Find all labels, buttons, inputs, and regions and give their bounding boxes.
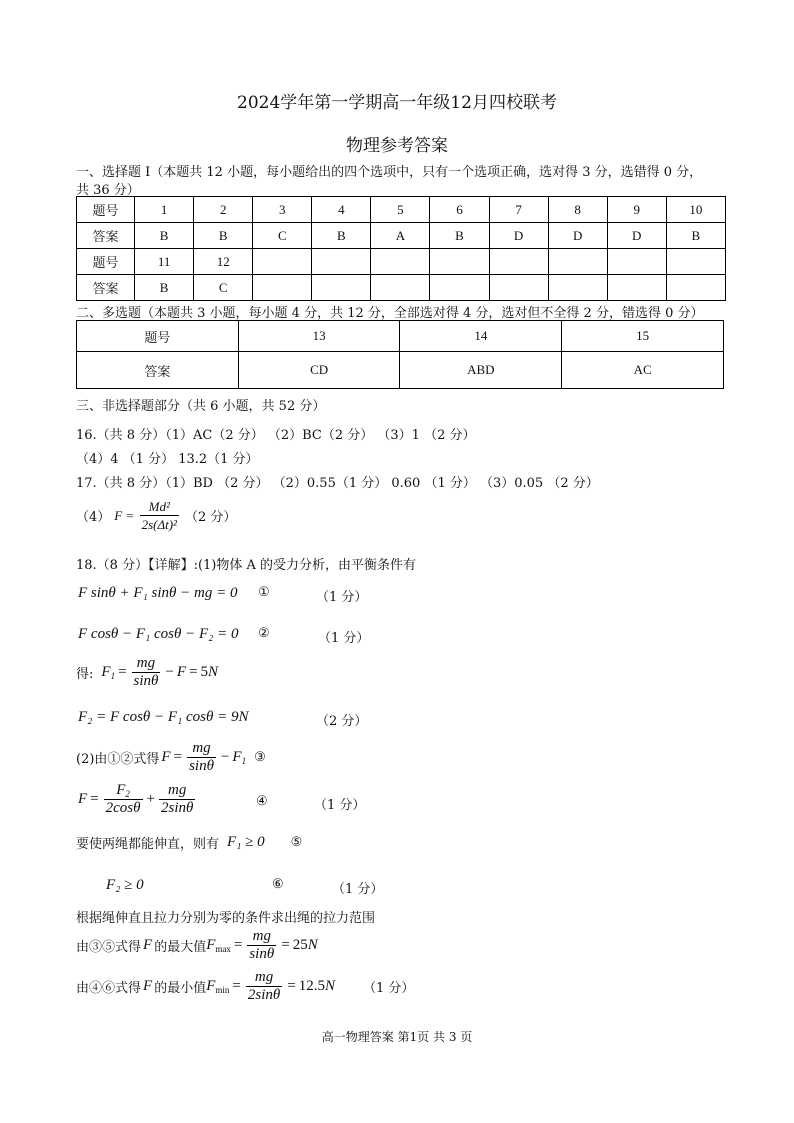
answer-cell: B: [135, 275, 194, 301]
q18-intro: 18.（8 分）【详解】:(1)物体 A 的受力分析，由平衡条件有: [76, 558, 417, 573]
answer-cell: AC: [562, 352, 724, 389]
equation-4-line: F = $\frac{F_2}{2\cos\theta}$ + $\frac{mg}{2\sin\theta}$: [78, 782, 194, 816]
result-1: 得: $F_1$ = $\frac{mg}{\sin\theta}$ − F = 5N: [76, 655, 219, 689]
result-label: 得:: [76, 667, 94, 682]
section2-heading: 二、多选题（本题共 3 小题，每小题 4 分，共 12 分，全部选对得 4 分，选对但不全得 2 分，错选得 0 分）: [76, 306, 704, 321]
fmin-score: （1 分）: [362, 981, 415, 996]
answer-cell: CD: [238, 352, 400, 389]
question-number: 3: [253, 197, 312, 223]
condition-2: F₂ ≥ 0: [106, 877, 144, 893]
question-number: 2: [194, 197, 253, 223]
empty-cell: [607, 275, 666, 301]
q17-part4-label: （4）: [76, 510, 111, 525]
condition-text: 要使两绳都能伸直，则有: [76, 837, 220, 852]
row-label-answer: 答案: [77, 352, 239, 389]
empty-cell: [489, 275, 548, 301]
equation-3-marker: ③: [254, 750, 266, 765]
equation-4-score: （1 分）: [314, 798, 366, 813]
condition-2-marker: ⑥: [272, 877, 284, 892]
answer-cell: B: [194, 223, 253, 249]
empty-cell: [371, 249, 430, 275]
page-subtitle: 物理参考答案: [346, 136, 448, 156]
answer-cell: C: [194, 275, 253, 301]
fmin-mid: 的最小值: [154, 981, 207, 996]
question-number: 1: [135, 197, 194, 223]
multi-choice-table: [76, 320, 724, 389]
page-title: 2024学年第一学期高一年级12月四校联考: [237, 93, 557, 113]
empty-cell: [371, 275, 430, 301]
fmin-line: 由④⑥式得 F 的最小值 $F_{min}$ = $\frac{mg}{2\sin\theta}$ = 12.5N （1 分）: [76, 969, 415, 1003]
fmax-line: 由③⑤式得 F 的最大值 $F_{max}$ = $\frac{mg}{\sin\theta}$ = 25N: [76, 928, 318, 962]
q17-line1: 17.（共 8 分）（1）BD （2 分） （2）0.55（1 分） 0.60 （1 分） （3）0.05 （2 分）: [76, 476, 599, 491]
answer-cell: B: [135, 223, 194, 249]
empty-cell: [548, 249, 607, 275]
empty-cell: [548, 275, 607, 301]
empty-cell: [312, 275, 371, 301]
formula-lhs: F: [114, 507, 123, 523]
section1-heading-line2: 共 36 分）: [76, 183, 140, 198]
answer-cell: B: [430, 223, 489, 249]
range-text: 根据绳伸直且拉力分别为零的条件求出绳的拉力范围: [76, 911, 376, 926]
answer-cell: B: [312, 223, 371, 249]
equation-4-marker: ④: [256, 794, 268, 809]
condition-line: [76, 833, 302, 852]
section1-heading-line1: [76, 161, 702, 180]
fraction-denominator: 2s(Δt)²: [141, 517, 177, 532]
equation-2-score: （1 分）: [318, 631, 370, 646]
q17-fraction: [140, 498, 179, 533]
q17-part4-score: （2 分）: [184, 510, 237, 525]
result-2: F₂ = F cosθ − F₁ cosθ = 9N: [78, 709, 249, 725]
equation-2: F cosθ − F₁ cosθ − F₂ = 0: [78, 626, 239, 642]
result-2-score: （2 分）: [316, 714, 368, 729]
question-number: 6: [430, 197, 489, 223]
question-number: 7: [489, 197, 548, 223]
question-number: 4: [312, 197, 371, 223]
empty-cell: [666, 249, 725, 275]
fmin-prefix: 由④⑥式得: [76, 981, 142, 996]
empty-cell: [607, 249, 666, 275]
answer-cell: C: [253, 223, 312, 249]
empty-cell: [489, 249, 548, 275]
question-number: 8: [548, 197, 607, 223]
question-number: 9: [607, 197, 666, 223]
condition-1: F₁ ≥ 0: [227, 834, 265, 850]
answer-cell: A: [371, 223, 430, 249]
q16-line2: （4）4 （1 分） 13.2（1 分）: [76, 452, 259, 467]
equation-1: F sinθ + F₁ sinθ − mg = 0: [78, 585, 238, 601]
equation-3-line: (2)由①②式得 F = $\frac{mg}{\sin\theta}$ − $F_1$ ③: [76, 740, 266, 774]
table-row: [77, 197, 726, 223]
answer-cell: D: [607, 223, 666, 249]
table-row: [77, 352, 724, 389]
fraction-numerator: Md²: [140, 498, 179, 516]
question-number: 10: [666, 197, 725, 223]
question-number: 5: [371, 197, 430, 223]
section3-heading: 三、非选择题部分（共 6 小题，共 52 分）: [76, 399, 326, 414]
answer-cell: D: [489, 223, 548, 249]
question-number: 12: [194, 249, 253, 275]
part2-prefix: (2)由①②式得: [76, 752, 160, 767]
empty-cell: [430, 249, 489, 275]
condition-2-score: （1 分）: [332, 882, 384, 897]
table-row: [77, 321, 724, 352]
row-label-question: 题号: [77, 197, 135, 223]
fmax-prefix: 由③⑤式得: [76, 940, 142, 955]
empty-cell: [666, 275, 725, 301]
question-number: 14: [400, 321, 562, 352]
row-label-question: 题号: [77, 321, 239, 352]
q17-part4: （4） F = $\frac{\text{Md²}}{\text{2s(Δt)²}}$ （2 分）: [76, 499, 237, 532]
question-number: 13: [238, 321, 400, 352]
equation-1-marker: ①: [258, 585, 270, 600]
fmax-mid: 的最大值: [154, 940, 207, 955]
answer-cell: B: [666, 223, 725, 249]
condition-1-marker: ⑤: [290, 835, 303, 850]
q16-line1: 16.（共 8 分）（1）AC（2 分） （2）BC（2 分） （3）1 （2 分）: [76, 428, 476, 443]
empty-cell: [253, 275, 312, 301]
empty-cell: [430, 275, 489, 301]
row-label-answer: 答案: [77, 275, 135, 301]
question-number: 11: [135, 249, 194, 275]
single-choice-table: [76, 196, 726, 301]
table-row: [77, 249, 726, 275]
question-number: 15: [562, 321, 724, 352]
empty-cell: [312, 249, 371, 275]
row-label-answer: 答案: [77, 223, 135, 249]
equation-2-marker: ②: [258, 626, 270, 641]
equation-1-score: （1 分）: [316, 590, 368, 605]
empty-cell: [253, 249, 312, 275]
section1-heading-text: 一、选择题 I（本题共 12 小题，每小题给出的四个选项中，只有一个选项正确，选对得 3 分，选错得 0 分，: [76, 165, 703, 180]
table-row: [77, 223, 726, 249]
page-footer: 高一物理答案 第1页 共 3 页: [321, 1030, 473, 1044]
answer-cell: ABD: [400, 352, 562, 389]
table-row: [77, 275, 726, 301]
answer-cell: D: [548, 223, 607, 249]
row-label-question: 题号: [77, 249, 135, 275]
